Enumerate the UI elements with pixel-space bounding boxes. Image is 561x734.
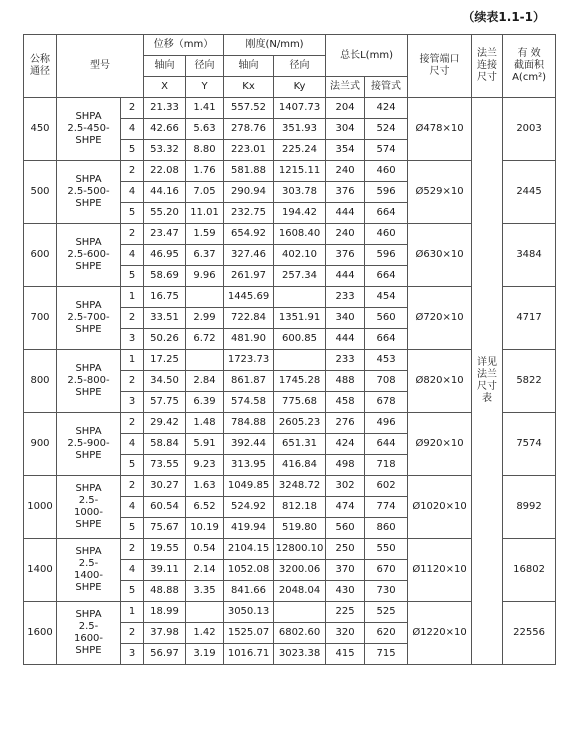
length-pipe-cell: 664 (365, 329, 408, 350)
header-pipe-type: 接管式 (365, 77, 408, 98)
port-size-cell: Ø630×10 (408, 224, 472, 287)
length-pipe-cell: 424 (365, 98, 408, 119)
stiff-kx-cell: 1016.71 (224, 644, 274, 665)
area-cell: 2003 (503, 98, 556, 161)
length-pipe-cell: 718 (365, 455, 408, 476)
stiff-ky-cell: 1407.73 (274, 98, 326, 119)
wave-count-cell: 5 (121, 203, 144, 224)
disp-x-cell: 55.20 (144, 203, 186, 224)
wave-count-cell: 3 (121, 392, 144, 413)
wave-count-cell: 2 (121, 413, 144, 434)
stiff-kx-cell: 3050.13 (224, 602, 274, 623)
disp-y-cell: 1.59 (186, 224, 224, 245)
flange-note-cell: 详见 法兰 尺寸 表 (472, 98, 503, 665)
disp-y-cell (186, 350, 224, 371)
wave-count-cell: 4 (121, 434, 144, 455)
disp-y-cell: 9.96 (186, 266, 224, 287)
length-flange-cell: 474 (326, 497, 365, 518)
model-cell: SHPA 2.5- 1600- SHPE (57, 602, 121, 665)
stiff-ky-cell: 257.34 (274, 266, 326, 287)
stiff-kx-cell: 278.76 (224, 119, 274, 140)
model-cell: SHPA 2.5-700- SHPE (57, 287, 121, 350)
stiff-kx-cell: 1052.08 (224, 560, 274, 581)
disp-y-cell: 6.39 (186, 392, 224, 413)
header-stiff-axial: 轴向 (224, 56, 274, 77)
disp-x-cell: 29.42 (144, 413, 186, 434)
stiff-ky-cell: 3200.06 (274, 560, 326, 581)
dn-cell: 500 (24, 161, 57, 224)
wave-count-cell: 3 (121, 644, 144, 665)
disp-y-cell: 6.72 (186, 329, 224, 350)
wave-count-cell: 4 (121, 182, 144, 203)
disp-y-cell: 6.37 (186, 245, 224, 266)
length-flange-cell: 340 (326, 308, 365, 329)
length-pipe-cell: 664 (365, 266, 408, 287)
wave-count-cell: 2 (121, 371, 144, 392)
stiff-ky-cell: 3023.38 (274, 644, 326, 665)
stiff-kx-cell: 841.66 (224, 581, 274, 602)
length-flange-cell: 560 (326, 518, 365, 539)
stiff-ky-cell: 402.10 (274, 245, 326, 266)
port-size-cell: Ø1020×10 (408, 476, 472, 539)
length-pipe-cell: 460 (365, 224, 408, 245)
stiff-ky-cell: 416.84 (274, 455, 326, 476)
disp-y-cell: 10.19 (186, 518, 224, 539)
header-model: 型号 (57, 35, 144, 98)
dn-cell: 1000 (24, 476, 57, 539)
disp-x-cell: 46.95 (144, 245, 186, 266)
wave-count-cell: 5 (121, 518, 144, 539)
stiff-kx-cell: 1525.07 (224, 623, 274, 644)
stiff-kx-cell: 784.88 (224, 413, 274, 434)
disp-x-cell: 39.11 (144, 560, 186, 581)
disp-y-cell: 5.63 (186, 119, 224, 140)
length-flange-cell: 302 (326, 476, 365, 497)
model-cell: SHPA 2.5- 1000- SHPE (57, 476, 121, 539)
length-pipe-cell: 644 (365, 434, 408, 455)
stiff-kx-cell: 223.01 (224, 140, 274, 161)
model-cell: SHPA 2.5-600- SHPE (57, 224, 121, 287)
port-size-cell: Ø529×10 (408, 161, 472, 224)
stiff-kx-cell: 290.94 (224, 182, 274, 203)
length-pipe-cell: 730 (365, 581, 408, 602)
header-x: X (144, 77, 186, 98)
stiff-ky-cell: 651.31 (274, 434, 326, 455)
disp-y-cell: 1.48 (186, 413, 224, 434)
length-pipe-cell: 560 (365, 308, 408, 329)
stiff-kx-cell: 313.95 (224, 455, 274, 476)
stiff-ky-cell (274, 287, 326, 308)
length-flange-cell: 458 (326, 392, 365, 413)
length-pipe-cell: 524 (365, 119, 408, 140)
stiff-kx-cell: 232.75 (224, 203, 274, 224)
stiff-kx-cell: 2104.15 (224, 539, 274, 560)
disp-y-cell: 2.84 (186, 371, 224, 392)
length-flange-cell: 233 (326, 287, 365, 308)
disp-x-cell: 44.16 (144, 182, 186, 203)
wave-count-cell: 5 (121, 266, 144, 287)
length-flange-cell: 444 (326, 203, 365, 224)
length-pipe-cell: 596 (365, 182, 408, 203)
length-flange-cell: 430 (326, 581, 365, 602)
stiff-ky-cell: 6802.60 (274, 623, 326, 644)
header-displacement: 位移（mm） (144, 35, 224, 56)
disp-y-cell: 3.19 (186, 644, 224, 665)
header-total-length: 总长L(mm) (326, 35, 408, 77)
length-flange-cell: 498 (326, 455, 365, 476)
disp-y-cell: 1.76 (186, 161, 224, 182)
disp-x-cell: 48.88 (144, 581, 186, 602)
header-dn: 公称 通径 (24, 35, 57, 98)
port-size-cell: Ø478×10 (408, 98, 472, 161)
length-pipe-cell: 620 (365, 623, 408, 644)
stiff-ky-cell: 775.68 (274, 392, 326, 413)
wave-count-cell: 2 (121, 161, 144, 182)
area-cell: 2445 (503, 161, 556, 224)
model-cell: SHPA 2.5-450- SHPE (57, 98, 121, 161)
model-cell: SHPA 2.5-500- SHPE (57, 161, 121, 224)
stiff-kx-cell: 419.94 (224, 518, 274, 539)
stiff-ky-cell: 1351.91 (274, 308, 326, 329)
header-y: Y (186, 77, 224, 98)
length-flange-cell: 376 (326, 182, 365, 203)
length-pipe-cell: 602 (365, 476, 408, 497)
wave-count-cell: 2 (121, 623, 144, 644)
disp-y-cell (186, 602, 224, 623)
wave-count-cell: 2 (121, 539, 144, 560)
wave-count-cell: 5 (121, 140, 144, 161)
length-flange-cell: 376 (326, 245, 365, 266)
header-disp-axial: 轴向 (144, 56, 186, 77)
stiff-kx-cell: 327.46 (224, 245, 274, 266)
disp-y-cell: 1.63 (186, 476, 224, 497)
length-flange-cell: 225 (326, 602, 365, 623)
area-cell: 22556 (503, 602, 556, 665)
area-cell: 5822 (503, 350, 556, 413)
dn-cell: 450 (24, 98, 57, 161)
header-port-size: 接管端口 尺寸 (408, 35, 472, 98)
wave-count-cell: 1 (121, 602, 144, 623)
disp-x-cell: 19.55 (144, 539, 186, 560)
length-pipe-cell: 496 (365, 413, 408, 434)
length-flange-cell: 204 (326, 98, 365, 119)
table-caption: （续表1.1-1） (462, 10, 545, 24)
length-flange-cell: 320 (326, 623, 365, 644)
stiff-kx-cell: 557.52 (224, 98, 274, 119)
disp-x-cell: 73.55 (144, 455, 186, 476)
length-flange-cell: 424 (326, 434, 365, 455)
disp-x-cell: 57.75 (144, 392, 186, 413)
length-pipe-cell: 550 (365, 539, 408, 560)
model-cell: SHPA 2.5-900- SHPE (57, 413, 121, 476)
length-pipe-cell: 453 (365, 350, 408, 371)
model-cell: SHPA 2.5- 1400- SHPE (57, 539, 121, 602)
stiff-kx-cell: 524.92 (224, 497, 274, 518)
stiff-kx-cell: 481.90 (224, 329, 274, 350)
wave-count-cell: 3 (121, 329, 144, 350)
stiff-ky-cell: 600.85 (274, 329, 326, 350)
length-pipe-cell: 596 (365, 245, 408, 266)
disp-x-cell: 22.08 (144, 161, 186, 182)
stiff-ky-cell: 2605.23 (274, 413, 326, 434)
area-cell: 16802 (503, 539, 556, 602)
header-kx: Kx (224, 77, 274, 98)
disp-y-cell: 3.35 (186, 581, 224, 602)
stiff-ky-cell: 519.80 (274, 518, 326, 539)
disp-x-cell: 75.67 (144, 518, 186, 539)
disp-x-cell: 37.98 (144, 623, 186, 644)
stiff-ky-cell: 1745.28 (274, 371, 326, 392)
disp-x-cell: 18.99 (144, 602, 186, 623)
stiff-kx-cell: 574.58 (224, 392, 274, 413)
length-flange-cell: 444 (326, 329, 365, 350)
disp-y-cell: 6.52 (186, 497, 224, 518)
disp-x-cell: 42.66 (144, 119, 186, 140)
disp-x-cell: 56.97 (144, 644, 186, 665)
stiff-kx-cell: 1445.69 (224, 287, 274, 308)
port-size-cell: Ø820×10 (408, 350, 472, 413)
dn-cell: 1600 (24, 602, 57, 665)
length-flange-cell: 370 (326, 560, 365, 581)
disp-y-cell: 1.41 (186, 98, 224, 119)
model-cell: SHPA 2.5-800- SHPE (57, 350, 121, 413)
disp-y-cell: 7.05 (186, 182, 224, 203)
spec-table (23, 34, 556, 665)
port-size-cell: Ø720×10 (408, 287, 472, 350)
length-pipe-cell: 664 (365, 203, 408, 224)
length-pipe-cell: 525 (365, 602, 408, 623)
header-ky: Ky (274, 77, 326, 98)
disp-x-cell: 50.26 (144, 329, 186, 350)
wave-count-cell: 1 (121, 287, 144, 308)
disp-x-cell: 60.54 (144, 497, 186, 518)
port-size-cell: Ø1220×10 (408, 602, 472, 665)
disp-y-cell: 0.54 (186, 539, 224, 560)
header-stiffness: 刚度(N/mm) (224, 35, 326, 56)
disp-y-cell: 11.01 (186, 203, 224, 224)
area-cell: 4717 (503, 287, 556, 350)
wave-count-cell: 2 (121, 98, 144, 119)
dn-cell: 900 (24, 413, 57, 476)
disp-y-cell: 9.23 (186, 455, 224, 476)
stiff-kx-cell: 261.97 (224, 266, 274, 287)
header-stiff-radial: 径向 (274, 56, 326, 77)
wave-count-cell: 2 (121, 476, 144, 497)
disp-y-cell (186, 287, 224, 308)
stiff-kx-cell: 654.92 (224, 224, 274, 245)
length-flange-cell: 276 (326, 413, 365, 434)
disp-x-cell: 16.75 (144, 287, 186, 308)
stiff-kx-cell: 861.87 (224, 371, 274, 392)
header-flange-type: 法兰式 (326, 77, 365, 98)
disp-y-cell: 1.42 (186, 623, 224, 644)
length-flange-cell: 240 (326, 161, 365, 182)
stiff-ky-cell: 225.24 (274, 140, 326, 161)
area-cell: 8992 (503, 476, 556, 539)
stiff-kx-cell: 722.84 (224, 308, 274, 329)
length-flange-cell: 240 (326, 224, 365, 245)
wave-count-cell: 2 (121, 224, 144, 245)
port-size-cell: Ø1120×10 (408, 539, 472, 602)
wave-count-cell: 4 (121, 560, 144, 581)
disp-x-cell: 21.33 (144, 98, 186, 119)
disp-x-cell: 23.47 (144, 224, 186, 245)
disp-x-cell: 34.50 (144, 371, 186, 392)
length-pipe-cell: 460 (365, 161, 408, 182)
dn-cell: 1400 (24, 539, 57, 602)
header-flange-size: 法兰 连接 尺寸 (472, 35, 503, 98)
length-flange-cell: 250 (326, 539, 365, 560)
length-flange-cell: 444 (326, 266, 365, 287)
stiff-ky-cell: 303.78 (274, 182, 326, 203)
length-pipe-cell: 774 (365, 497, 408, 518)
length-flange-cell: 304 (326, 119, 365, 140)
header-disp-radial: 径向 (186, 56, 224, 77)
stiff-kx-cell: 392.44 (224, 434, 274, 455)
wave-count-cell: 5 (121, 581, 144, 602)
disp-x-cell: 30.27 (144, 476, 186, 497)
stiff-ky-cell (274, 602, 326, 623)
dn-cell: 600 (24, 224, 57, 287)
disp-x-cell: 58.69 (144, 266, 186, 287)
dn-cell: 700 (24, 287, 57, 350)
disp-x-cell: 33.51 (144, 308, 186, 329)
disp-y-cell: 2.14 (186, 560, 224, 581)
stiff-ky-cell: 351.93 (274, 119, 326, 140)
length-pipe-cell: 574 (365, 140, 408, 161)
wave-count-cell: 4 (121, 497, 144, 518)
length-flange-cell: 354 (326, 140, 365, 161)
header-effective-area: 有 效 截面积 A(cm²) (503, 35, 556, 98)
port-size-cell: Ø920×10 (408, 413, 472, 476)
length-flange-cell: 415 (326, 644, 365, 665)
stiff-kx-cell: 581.88 (224, 161, 274, 182)
length-pipe-cell: 715 (365, 644, 408, 665)
wave-count-cell: 4 (121, 245, 144, 266)
wave-count-cell: 1 (121, 350, 144, 371)
table-row (24, 98, 556, 119)
wave-count-cell: 5 (121, 455, 144, 476)
stiff-ky-cell: 1215.11 (274, 161, 326, 182)
stiff-ky-cell (274, 350, 326, 371)
length-pipe-cell: 678 (365, 392, 408, 413)
length-pipe-cell: 670 (365, 560, 408, 581)
stiff-ky-cell: 194.42 (274, 203, 326, 224)
wave-count-cell: 2 (121, 308, 144, 329)
disp-y-cell: 2.99 (186, 308, 224, 329)
stiff-ky-cell: 2048.04 (274, 581, 326, 602)
area-cell: 7574 (503, 413, 556, 476)
length-flange-cell: 488 (326, 371, 365, 392)
length-pipe-cell: 860 (365, 518, 408, 539)
length-flange-cell: 233 (326, 350, 365, 371)
stiff-ky-cell: 812.18 (274, 497, 326, 518)
stiff-kx-cell: 1049.85 (224, 476, 274, 497)
dn-cell: 800 (24, 350, 57, 413)
disp-y-cell: 5.91 (186, 434, 224, 455)
length-pipe-cell: 708 (365, 371, 408, 392)
stiff-ky-cell: 1608.40 (274, 224, 326, 245)
stiff-ky-cell: 3248.72 (274, 476, 326, 497)
table-body (24, 98, 556, 665)
stiff-kx-cell: 1723.73 (224, 350, 274, 371)
stiff-ky-cell: 12800.10 (274, 539, 326, 560)
wave-count-cell: 4 (121, 119, 144, 140)
area-cell: 3484 (503, 224, 556, 287)
length-pipe-cell: 454 (365, 287, 408, 308)
disp-x-cell: 58.84 (144, 434, 186, 455)
disp-y-cell: 8.80 (186, 140, 224, 161)
disp-x-cell: 53.32 (144, 140, 186, 161)
disp-x-cell: 17.25 (144, 350, 186, 371)
